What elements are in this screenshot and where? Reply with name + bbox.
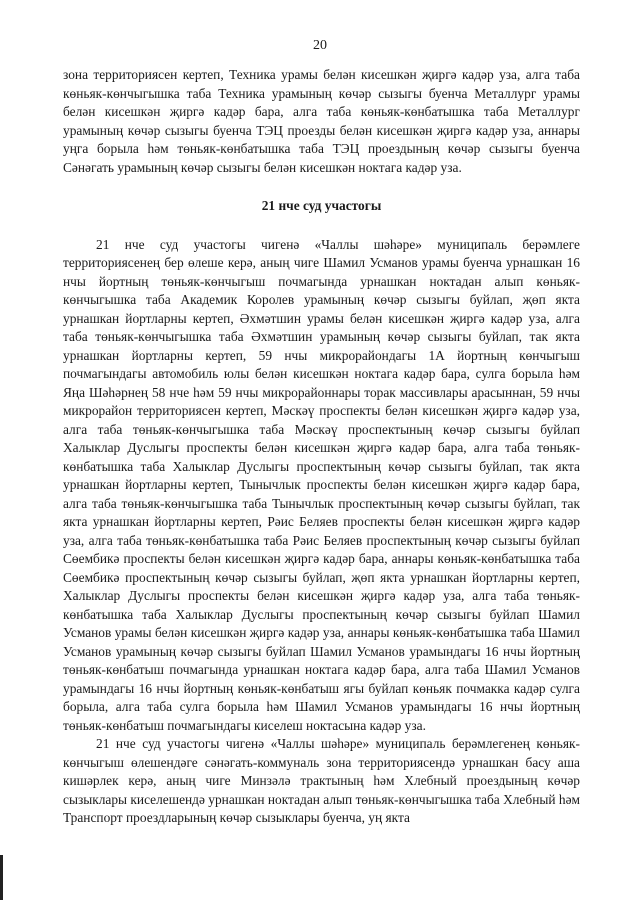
paragraph-continuation: зона территориясен кертеп, Техника урамы белән кисешкән җиргә кадәр уза, алга таба көньяк-көнчыгышка таба Техника урамының көчәр сызыгы буенча Металлург урамы белән кисешкән җиргә кадәр бара, алга таба көньяк-көнбатышка таба Металлург урамының көчәр сызыгы буенча ТЭЦ проезды белән кисешкән җиргә кадәр уза, аннары уңга борыла һәм төньяк-көнбатышка таба ТЭЦ проездының көчәр сызыгы буенча Сәнәгать урамының көчәр сызыгы белән кисешкән ноктага кадәр уза. (63, 67, 580, 175)
body-text (63, 66, 580, 828)
section-heading: 21 нче суд участогы (261, 198, 382, 213)
scan-margin-mark (0, 855, 3, 900)
paragraph-industrial-zone: 21 нче суд участогы чигенә «Чаллы шәһәре» муниципаль берәмлегенең көньяк-көнчыгыш өлешендәге сәнәгать-коммуналь зона территориясендә урнашкан басу аша кишәрлек керә, аның чиге Минзәлә трактының һәм Хлебный проездының көчәр сызыклары киселешендә урнашкан ноктадан алып төньяк-көнчыгышка таба Хлебный һәм Транспорт проездларының көчәр сызыклары буенча, уң якта (63, 736, 580, 825)
paragraph-boundary-description: 21 нче суд участогы чигенә «Чаллы шәһәре» муниципаль берәмлеге территориясенең бер өлеше керә, аның чиге Шамил Усманов урамы буенча урнашкан 16 нчы йортның төньяк-көнчыгыш почмагында урнашкан ноктадан алып көньяк-көнчыгышка таба Академик Королев урамының көчәр сызыгы буйлап, җөп якта урнашкан йортларны кертеп, Әхмәтшин урамы белән кисешкән җиргә кадәр уза, алга таба төньяк-көнчыгышка таба Әхмәтшин урамының көчәр сызыгы буйлап, так якта урнашкан йортларны кертеп, 59 нчы микрорайондагы 1А йортның көнчыгыш почмагындагы автомобиль юлы белән кисешкән ноктага кадәр бара, сулга борыла һәм Яңа Шәһәрнең 58 нче һәм 59 нчы микрорайоннары торак массивлары арасыннан, 59 нчы микрорайон территориясен кертеп, Мәскәү проспекты белән кисешкән җиргә кадәр уза, алга таба төньяк-көнчыгышка таба Мәскәү проспектының көчәр сызыгы буйлап Халыклар Дуслыгы проспекты белән кисешкән җиргә кадәр бара, алга таба төньяк-көнбатышка таба Халыклар Дуслыгы проспектының көчәр сызыгы буйлап, так якта урнашкан йортларны кертеп, Тынычлык проспекты белән кисешкән җиргә кадәр бара, алга таба төньяк-көнчыгышка таба Тынычлык проспектының көчәр сызыгы буйлап, так якта урнашкан йортларны кертеп, Рәис Беляев проспекты белән кисешкән җиргә кадәр уза, алга таба төньяк-көнбатышка таба Рәис Беляев проспектының көчәр сызыгы буйлап Сөембикә проспекты белән кисешкән җиргә кадәр бара, аннары көньяк-көнбатышка таба Сөембикә проспектының көчәр сызыгы буйлап, җөп якта урнашкан йортларны кертеп, Халыклар Дуслыгы проспекты белән кисешкән җиргә кадәр уза, алга таба төньяк-көнбатышка таба Халыклар Дуслыгы проспектының көчәр сызыгы буйлап Шамил Усманов урамы белән кисешкән җиргә кадәр уза, аннары көньяк-көнбатышка таба Шамил Усманов урамының көчәр сызыгы буйлап Шамил Усманов урамындагы 16 нчы йортның төньяк-көнбатыш почмагында урнашкан ноктага кадәр бара, алга таба Шамил Усманов урамындагы 16 нчы йортның көньяк-көнбатыш ягы буйлап көньяк почмакка кадәр сулга борыла, алга таба сулга борыла һәм Шамил Усманов урамындагы 16 нчы йортның төньяк-көнбатыш почмагындагы киселеш ноктасына кадәр уза. (63, 236, 580, 733)
page-number: 20 (313, 38, 327, 53)
